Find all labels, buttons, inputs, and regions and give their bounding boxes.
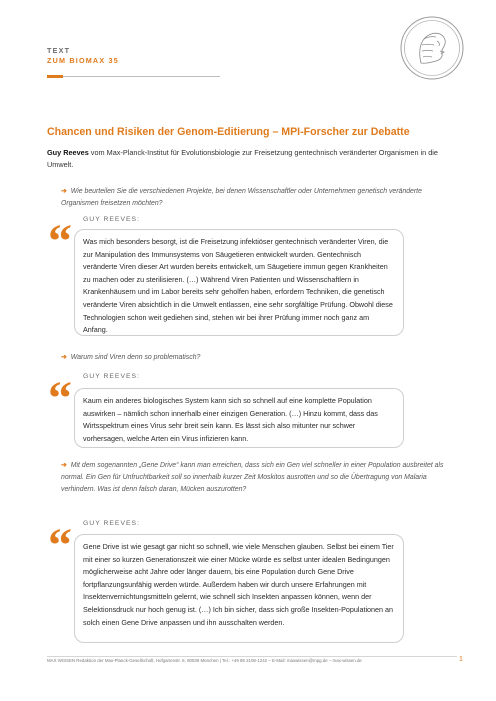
question-text: Warum sind Viren denn so problematisch? [70, 354, 201, 361]
article-intro [47, 147, 447, 171]
arrow-right-icon: ➔ [61, 354, 67, 361]
question-text: Mit dem sogenannten „Gene Drive“ kann man erreichen, dass sich ein Gen viel schneller in einer Population ausbreitet als normal. Ein Gen für Unfruchtbarkeit soll so innerhalb kurzer Zeit Moskitos ausrotten und so die Übertragung von Malaria verhindern. Was ist denn falsch daran, Mücken auszurotten? [61, 462, 444, 493]
article-title: Chancen und Risiken der Genom-Editierung – MPI-Forscher zur Debatte [47, 126, 410, 138]
speaker-label: GUY REEVES: [83, 216, 140, 223]
intro-name: Guy Reeves [47, 148, 89, 157]
interview-question [61, 460, 456, 496]
quote-mark-icon: “ [48, 215, 72, 268]
question-text: Wie beurteilen Sie die verschiedenen Projekte, bei denen Wissenschaftler oder Unternehmen genetisch veränderte Organismen freisetzen möchten? [61, 188, 422, 207]
speaker-label: GUY REEVES: [83, 520, 140, 527]
answer-text: Was mich besonders besorgt, ist die Freisetzung infektiöser gentechnisch veränderter Viren, die zur Manipulation des Immunsystems von Säugetieren entwickelt wurden. Gentechnisch veränderte Viren dieser Art wurden bereits entwickelt, um Säugetiere immun gegen Krankheiten zu machen oder zu sterilisieren. (…) Während Viren Patienten und Wissenschaftlern in Krankenhäusern und im Labor bereits sehr geholfen haben, erfordern Techniken, die genetisch veränderte Viren absichtlich in die Umwelt entlassen, eine sehr sorgfältige Prüfung. Obwohl diese Technologien schon weit gediehen sind, stehen wir bei ihrer Prüfung immer noch ganz am Anfang. [83, 237, 393, 335]
footer-text: MAX WISSEN Redaktion der Max-Planck-Gesellschaft, Hofgartenstr. 8, 80539 München | Tel.: +49 89 2108-1242 – E-Mail: maxwissen@mpg.de – max-wissen.de [47, 658, 362, 663]
answer-text: Gene Drive ist wie gesagt gar nicht so schnell, wie viele Menschen glauben. Selbst bei einem Tier mit einer so kurzen Generationszeit wie einer Mücke würde es selbst unter idealen Bedingungen möglicherweise acht Jahre oder länger dauern, bis eine Population durch Gene Drive fortpflanzungsunfähig werden würde. Außerdem haben wir durch unsere Erfahrungen mit Insektenvernichtungsmitteln gelernt, wie schnell sich Insekten anpassen können, wenn der Selektionsdruck nur hoch genug ist. (…) Ich bin sicher, dass sich große Insekten-Populationen an solch einen Gene Drive anpassen und ihn ausschalten werden. [83, 542, 394, 627]
interview-question [61, 186, 456, 210]
speaker-label: GUY REEVES: [83, 373, 140, 380]
arrow-right-icon: ➔ [61, 462, 67, 469]
kicker-label: TEXT [47, 46, 71, 55]
header-divider-accent [47, 75, 63, 78]
answer-box [74, 229, 404, 336]
quote-mark-icon: “ [48, 372, 72, 425]
minerva-seal-icon [399, 15, 465, 81]
series-label: ZUM BIOMAX 35 [47, 56, 119, 65]
arrow-right-icon: ➔ [61, 188, 67, 195]
footer-divider [47, 656, 457, 657]
page-number: 1 [459, 656, 463, 663]
answer-box [74, 388, 404, 448]
answer-text: Kaum ein anderes biologisches System kann sich so schnell auf eine komplette Population auswirken – nämlich schon innerhalb einer einzigen Generation. (…) Hinzu kommt, dass das Wirtsspektrum eines Virus sehr breit sein kann. Es lässt sich also mitunter nur schwer vorhersagen, welche Arten ein Virus infizieren kann. [83, 396, 378, 443]
intro-text: vom Max-Planck-Institut für Evolutionsbiologie zur Freisetzung gentechnisch veränderter Organismen in die Umwelt. [47, 148, 438, 169]
quote-mark-icon: “ [48, 519, 72, 572]
header-divider [47, 76, 220, 77]
answer-box [74, 534, 404, 643]
interview-question [61, 352, 456, 364]
